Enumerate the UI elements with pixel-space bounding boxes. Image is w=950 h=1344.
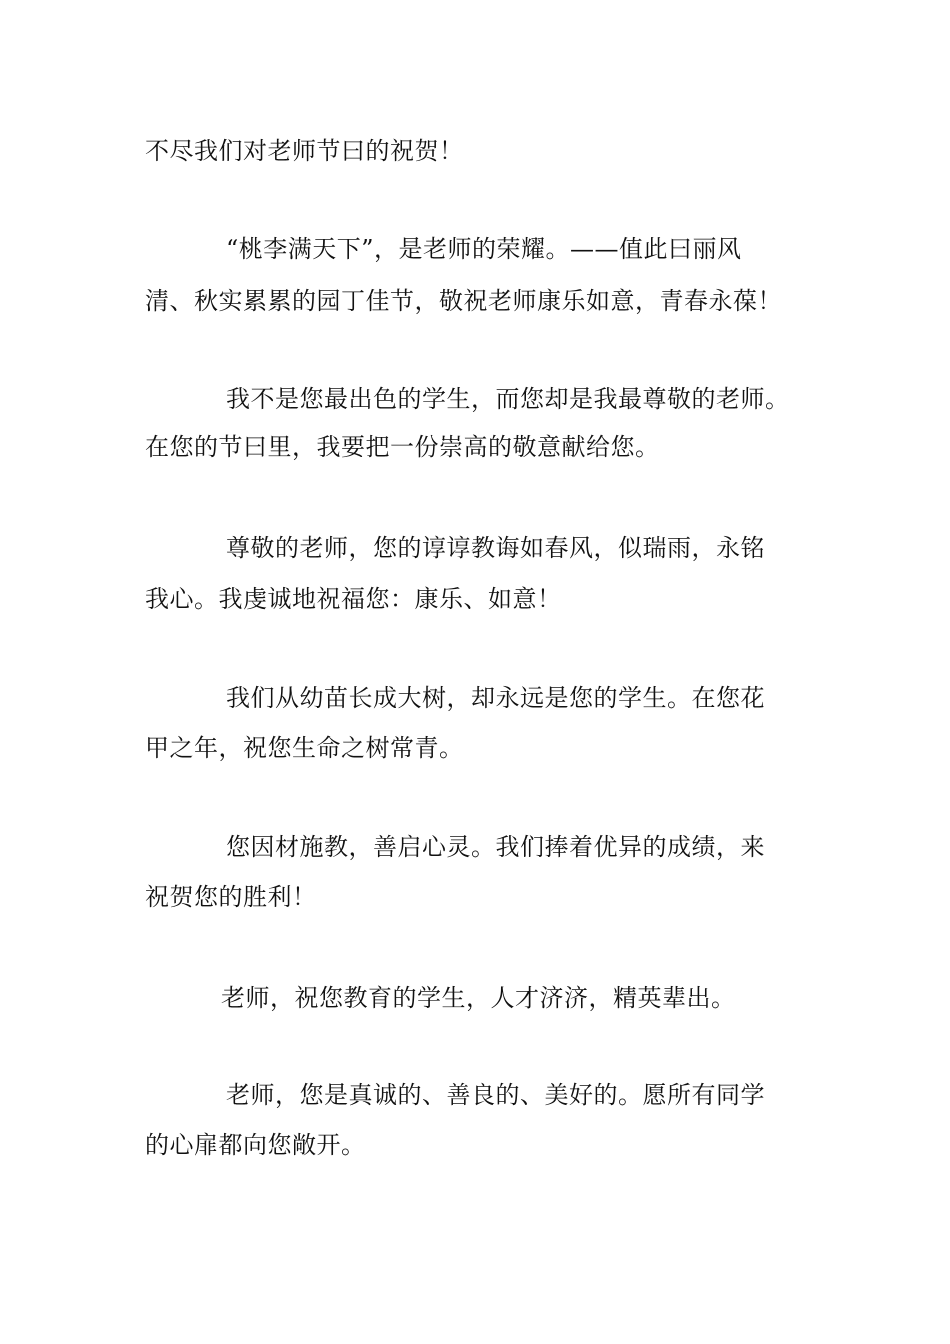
paragraph-line: 在您的节曰里，我要把一份崇高的敬意献给您。: [145, 433, 660, 461]
paragraph-line: 不尽我们对老师节曰的祝贺！: [145, 137, 464, 165]
paragraph-line: 尊敬的老师，您的谆谆教诲如春风，似瑞雨，永铭: [226, 534, 765, 562]
paragraph-line: 清、秋实累累的园丁佳节，敬祝老师康乐如意，青春永葆！: [145, 287, 782, 315]
paragraph-line: 甲之年，祝您生命之树常青。: [145, 734, 464, 762]
paragraph-line: 老师，您是真诚的、善良的、美好的。愿所有同学: [226, 1081, 765, 1109]
paragraph-line: 的心扉都向您敞开。: [145, 1131, 366, 1159]
paragraph-line: 祝贺您的胜利！: [145, 883, 317, 911]
paragraph-line: “桃李满天下”，是老师的荣耀。——值此曰丽风: [226, 235, 742, 263]
paragraph-line: 我们从幼苗长成大树，却永远是您的学生。在您花: [226, 684, 765, 712]
paragraph-line: 您因材施教，善启心灵。我们捧着优异的成绩，来: [226, 833, 765, 861]
paragraph-line: 我心。我虔诚地祝福您：康乐、如意！: [145, 585, 562, 613]
paragraph-line: 老师，祝您教育的学生，人才济济，精英辈出。: [221, 984, 736, 1012]
paragraph-line: 我不是您最出色的学生，而您却是我最尊敬的老师。: [226, 385, 790, 413]
